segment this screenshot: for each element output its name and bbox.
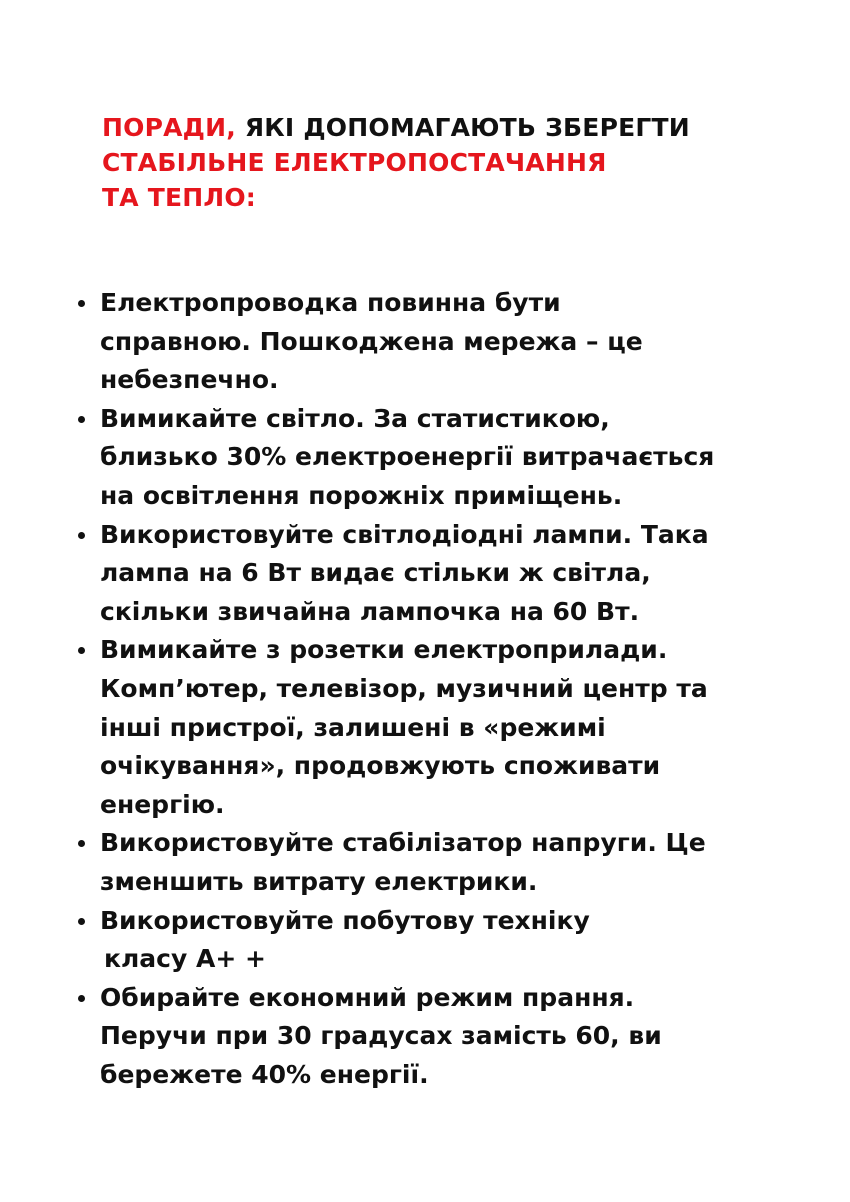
- bullet-dot-icon: [78, 416, 85, 423]
- bullet-dot-icon: [78, 647, 85, 654]
- tip-line: енергію.: [100, 789, 225, 819]
- tip-line: Електропроводка повинна бути: [100, 288, 561, 317]
- tip-line: бережете 40% енергії.: [100, 1059, 429, 1089]
- bullet-dot-icon: [78, 918, 85, 925]
- tip-line: Використовуйте побутову техніку: [100, 905, 590, 935]
- tip-line: очікування», продовжують споживати: [100, 751, 661, 781]
- bullet-dot-icon: [78, 840, 85, 847]
- tip-line: Перучи при 30 градусах замість 60, ви: [100, 1021, 662, 1051]
- tip-line: зменшить витрату електрики.: [100, 866, 538, 896]
- tip-line: на освітлення порожніх приміщень.: [100, 480, 623, 510]
- tip-line: лампа на 6 Вт видає стільки ж світла,: [100, 558, 651, 588]
- title-line-3: ТА ТЕПЛО:: [102, 183, 256, 212]
- tip-line: Використовуйте світлодіодні лампи. Така: [100, 519, 709, 549]
- bullet-dot-icon: [78, 995, 85, 1002]
- tip-item-wiring: [78, 284, 778, 400]
- bullet-dot-icon: [78, 300, 85, 307]
- tip-line: Вимикайте з розетки електроприлади.: [100, 635, 668, 665]
- page-title: [102, 110, 802, 215]
- tip-line: справною. Пошкоджена мережа – це: [100, 326, 643, 356]
- tip-line: інші пристрої, залишені в «режимі: [100, 712, 606, 742]
- tip-item-unplug: [78, 631, 778, 824]
- tip-line: Використовуйте стабілізатор напруги. Це: [100, 828, 706, 858]
- tip-line: Комп’ютер, телевізор, музичний центр та: [100, 673, 708, 703]
- tip-line: небезпечно.: [100, 365, 279, 395]
- tip-item-washing: [78, 979, 778, 1095]
- tip-line: Вимикайте світло. За статистикою,: [100, 403, 610, 433]
- bullet-dot-icon: [78, 532, 85, 539]
- tip-line: Обирайте економний режим прання.: [100, 982, 635, 1012]
- tip-item-stabilizer: [78, 824, 778, 901]
- tip-line: близько 30% електроенергії витрачається: [100, 442, 715, 472]
- tip-line: класу А+ +: [104, 944, 266, 974]
- title-line-2: СТАБІЛЬНЕ ЕЛЕКТРОПОСТАЧАННЯ: [102, 148, 607, 177]
- tip-item-lights: [78, 400, 778, 516]
- tip-item-led-lamps: [78, 516, 778, 632]
- tips-list: [78, 284, 778, 1094]
- title-line-1: [102, 110, 802, 145]
- tip-line: скільки звичайна лампочка на 60 Вт.: [100, 596, 640, 626]
- tip-item-appliances: [78, 902, 778, 979]
- title-line-1-rest: ЯКІ ДОПОМАГАЮТЬ ЗБЕРЕГТИ: [235, 113, 690, 142]
- title-accent-word: ПОРАДИ,: [102, 113, 236, 142]
